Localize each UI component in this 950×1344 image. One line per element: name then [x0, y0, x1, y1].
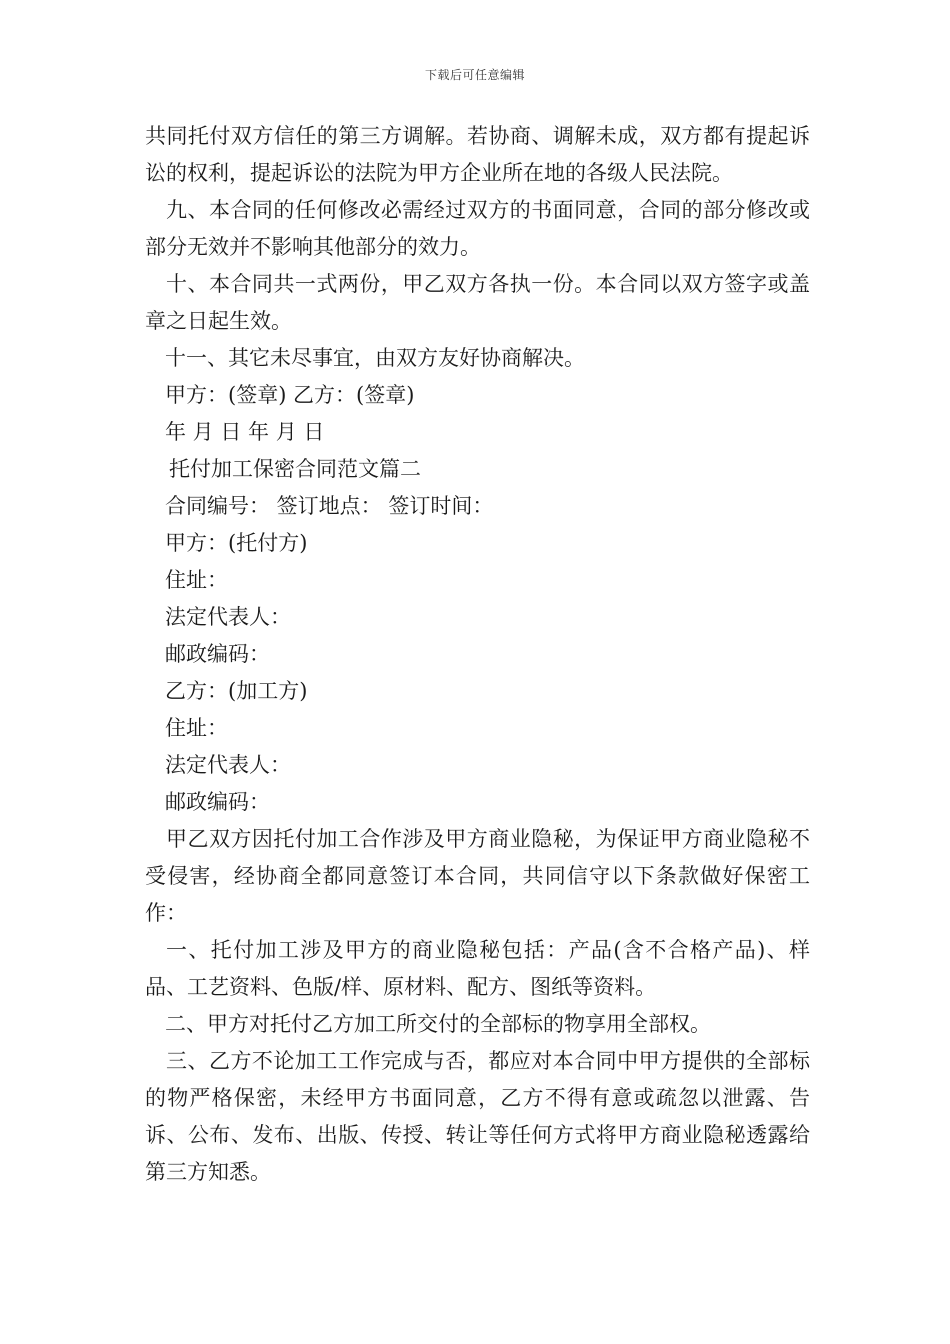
- date-line: 年 月 日 年 月 日: [165, 420, 325, 444]
- party-b-address: 住址：: [165, 716, 228, 740]
- party-b-representative: 法定代表人：: [165, 753, 291, 777]
- signature-line: 甲方：(签章) 乙方：(签章): [165, 383, 415, 407]
- clause-two: 二、甲方对托付乙方加工所交付的全部标的物享用全部权。: [165, 1012, 711, 1036]
- party-a-zip: 邮政编码：: [165, 642, 270, 666]
- page-header: 下载后可任意编辑: [424, 68, 525, 82]
- party-b-zip: 邮政编码：: [165, 790, 270, 814]
- contract-info-line: 合同编号： 签订地点： 签订时间：: [165, 494, 494, 518]
- clause-eleven: 十一、其它未尽事宜，由双方友好协商解决。: [165, 346, 585, 370]
- clause-one: 一、托付加工涉及甲方的商业隐秘包括：产品(含不合格产品)、样品、工艺资料、色版/样、原材料、配方、图纸等资料。: [145, 938, 810, 999]
- clause-ten: 十、本合同共一式两份，甲乙双方各执一份。本合同以双方签字或盖章之日起生效。: [145, 272, 810, 333]
- clause-three: 三、乙方不论加工工作完成与否，都应对本合同中甲方提供的全部标的物严格保密，未经甲方书面同意，乙方不得有意或疏忽以泄露、告诉、公布、发布、出版、传授、转让等任何方式将甲方商业隐秘透露给第三方知悉。: [145, 1049, 810, 1184]
- clause-nine: 九、本合同的任何修改必需经过双方的书面同意，合同的部分修改或部分无效并不影响其他部分的效力。: [145, 198, 810, 259]
- intro-paragraph: 甲乙双方因托付加工合作涉及甲方商业隐秘，为保证甲方商业隐秘不受侵害，经协商全都同意签订本合同，共同信守以下条款做好保密工作：: [145, 827, 810, 925]
- paragraph-mediation: 共同托付双方信任的第三方调解。若协商、调解未成，双方都有提起诉讼的权利，提起诉讼的法院为甲方企业所在地的各级人民法院。: [145, 124, 810, 185]
- section-title: 托付加工保密合同范文篇二: [169, 457, 421, 481]
- party-a-address: 住址：: [165, 568, 228, 592]
- party-a-representative: 法定代表人：: [165, 605, 291, 629]
- party-a-label: 甲方：(托付方): [165, 531, 308, 555]
- document-body: [145, 118, 810, 1191]
- party-b-label: 乙方：(加工方): [165, 679, 308, 703]
